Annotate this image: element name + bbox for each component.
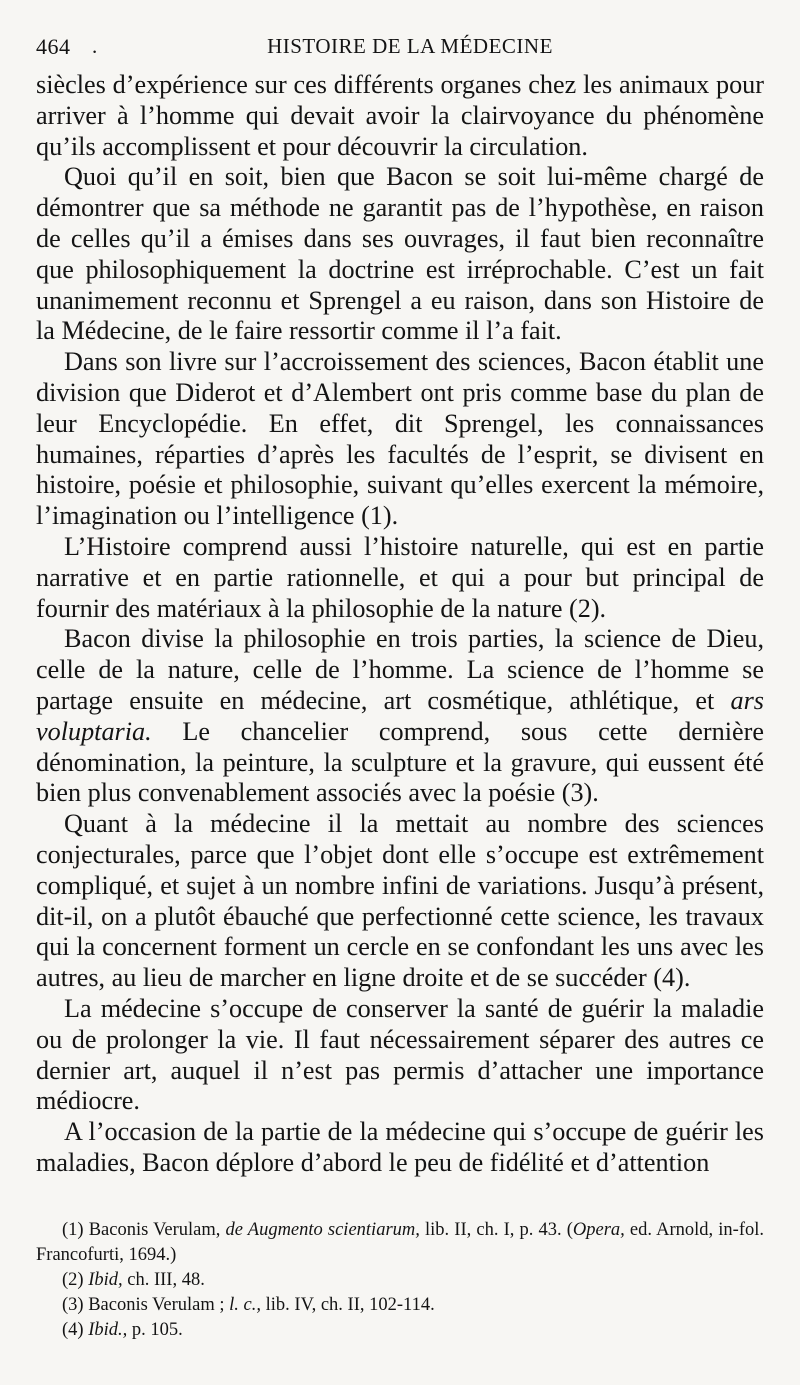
footnote-text: lib. IV, ch. II, 102-114.	[261, 1295, 435, 1315]
paragraph-6: Quant à la médecine il la mettait au nombre des sciences conjecturales, parce que l’objet dont elle s’occupe est extrêmement compliqué, et sujet à un nombre infini de variations. Jusqu’à présent, dit-il, on a plutôt ébauché que perfectionné cette science, les travaux qui la concernent forment un cercle en se confondant les uns avec les autres, au lieu de marcher en ligne droite et de se succéder (4).	[36, 809, 764, 993]
footnote-italic: Opera,	[572, 1220, 625, 1240]
paragraph-5-part-2: Le chancelier comprend, sous cette dernière dénomination, la peinture, la sculpture et la gravure, qui eussent été bien plus convenablement associés avec la poésie (3).	[36, 716, 764, 808]
paragraph-2: Quoi qu’il en soit, bien que Bacon se soit lui-même chargé de démontrer que sa méthode ne garantit pas de l’hypothèse, en raison de celles qu’il a émises dans ses ouvrages, il faut bien reconnaître que philosophiquement la doctrine est irréprochable. C’est un fait unanimement reconnu et Sprengel a eu raison, dans son Histoire de la Médecine, de le faire ressortir comme il l’a fait.	[36, 162, 764, 346]
footnote-2	[36, 1268, 764, 1293]
footnote-text: ed. Arnold, in-fol. Francofurti, 1694.)	[36, 1220, 764, 1265]
paragraph-8: A l’occasion de la partie de la médecine qui s’occupe de guérir les maladies, Bacon déplore d’abord le peu de fidélité et d’attention	[36, 1117, 764, 1177]
paragraph-7: La médecine s’occupe de conserver la santé de guérir la maladie ou de prolonger la vie. Il faut nécessairement séparer des autres ce dernier art, auquel il n’est pas permis d’attacher une importance médiocre.	[36, 993, 764, 1116]
paragraph-5	[36, 624, 764, 809]
footnote-3	[36, 1293, 764, 1318]
footnote-text: Baconis Verulam,	[83, 1220, 226, 1240]
paragraph-4: L’Histoire comprend aussi l’histoire naturelle, qui est en partie narrative et en partie rationnelle, et qui a pour but principal de fournir des matériaux à la philosophie de la nature (2).	[36, 531, 764, 623]
page-number: 464	[36, 34, 71, 59]
footnote-marker: (4)	[62, 1320, 84, 1340]
footnote-italic: Ibid,	[88, 1270, 123, 1290]
footnote-italic: de Augmento scientiarum,	[225, 1220, 420, 1240]
footnote-text: lib. II, ch. I, p. 43. (	[419, 1220, 573, 1240]
body-text	[36, 70, 764, 1179]
header-separator: .	[92, 34, 98, 58]
footnote-text: ch. III, 48.	[122, 1270, 205, 1290]
running-header	[36, 34, 764, 64]
footnotes	[36, 1218, 764, 1343]
footnote-italic: l. c.,	[229, 1295, 262, 1315]
footnote-marker: (1)	[62, 1220, 84, 1240]
footnote-marker: (3)	[62, 1295, 84, 1315]
footnote-text: p. 105.	[127, 1320, 183, 1340]
running-title: HISTOIRE DE LA MÉDECINE	[267, 34, 553, 58]
paragraph-3: Dans son livre sur l’accroissement des sciences, Bacon établit une division que Diderot et d’Alembert ont pris comme base du plan de leur Encyclopédie. En effet, dit Sprengel, les connaissances humaines, réparties d’après les facultés de l’esprit, se divisent en histoire, poésie et philosophie, suivant qu’elles exercent la mémoire, l’imagination ou l’intelligence (1).	[36, 347, 764, 531]
footnote-4	[36, 1318, 764, 1343]
paragraph-5-italic: ars voluptaria.	[36, 685, 764, 746]
footnote-1	[36, 1218, 764, 1268]
paragraph-5-part-1: Bacon divise la philosophie en trois parties, la science de Dieu, celle de la nature, celle de l’homme. La science de l’homme se partage ensuite en médecine, art cosmétique, athlétique, et	[36, 624, 764, 715]
paragraph-1: siècles d’expérience sur ces différents organes chez les animaux pour arriver à l’homme qui devait avoir la clairvoyance du phénomène qu’ils accomplissent et pour découvrir la circulation.	[36, 70, 764, 161]
footnote-italic: Ibid.,	[88, 1320, 128, 1340]
footnote-marker: (2)	[62, 1270, 84, 1290]
footnote-text: Baconis Verulam ;	[83, 1295, 230, 1315]
